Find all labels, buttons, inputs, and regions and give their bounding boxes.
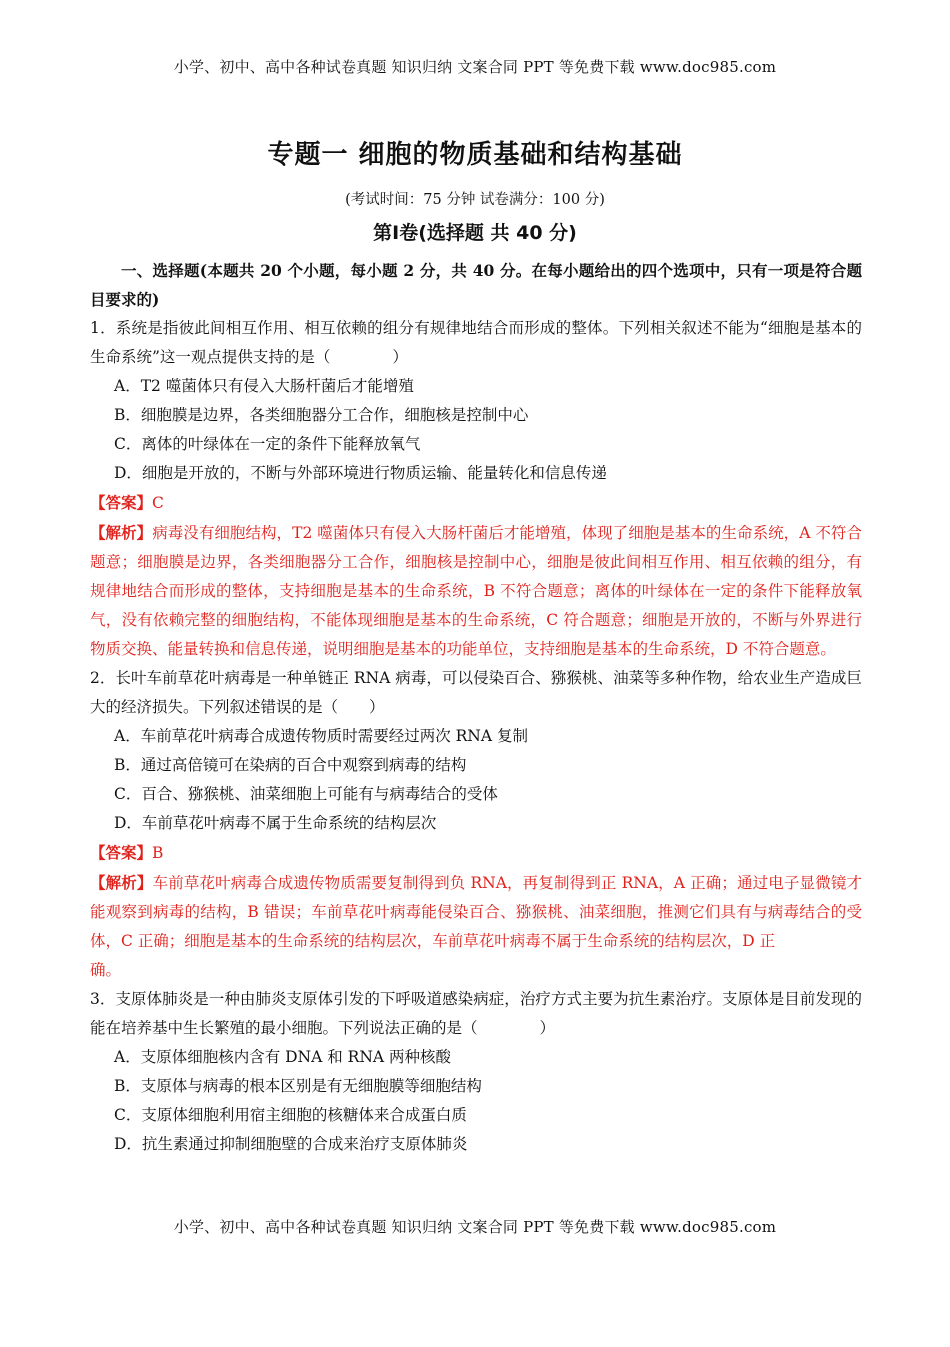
option-a: A．车前草花叶病毒合成遗传物质时需要经过两次 RNA 复制 [114,727,528,745]
option-b: B．支原体与病毒的根本区别是有无细胞膜等细胞结构 [114,1077,482,1095]
analysis-paragraph [90,868,862,956]
answer-label: 【答案】 [90,843,153,862]
exam-info: (考试时间：75 分钟 试卷满分：100 分) [345,192,605,208]
option-c: C．支原体细胞利用宿主细胞的核糖体来合成蛋白质 [114,1106,467,1124]
option-c: C．百合、猕猴桃、油菜细胞上可能有与病毒结合的受体 [114,785,498,803]
option-b: B．通过高倍镜可在染病的百合中观察到病毒的结构 [114,756,467,774]
option-d: D．抗生素通过抑制细胞壁的合成来治疗支原体肺炎 [114,1135,468,1153]
answer-value: B [152,844,164,862]
page-header: 小学、初中、高中各种试卷真题 知识归纳 文案合同 PPT 等免费下载 www.doc985.com [173,58,777,76]
section-instructions: 一、选择题(本题共 20 个小题，每小题 2 分，共 40 分。在每小题给出的四个选项中，只有一项是符合题目要求的) [90,261,862,309]
analysis-text: 车前草花叶病毒合成遗传物质需要复制得到负 RNA，再复制得到正 RNA，A 正确；通过电子显微镜才能观察到病毒的结构，B 错误；车前草花叶病毒能侵染百合、猕猴桃、油菜细胞，推测它们具有与病毒结合的受体，C 正确；细胞是基本的生命系统的结构层次，车前草花叶病毒不属于生命系统的结构层次，D 正 [90,874,862,950]
question-stem: 2．长叶车前草花叶病毒是一种单链正 RNA 病毒，可以侵染百合、猕猴桃、油菜等多种作物，给农业生产造成巨大的经济损失。下列叙述错误的是（ ） [90,669,862,716]
option-a: A．支原体细胞核内含有 DNA 和 RNA 两种核酸 [114,1048,452,1066]
option-a: A．T2 噬菌体只有侵入大肠杆菌后才能增殖 [114,377,414,395]
analysis-paragraph [90,518,862,664]
analysis-label: 【解析】 [90,523,153,542]
answer-value: C [152,494,164,512]
analysis-label: 【解析】 [90,873,153,892]
question-content [90,256,862,1159]
question-stem: 3．支原体肺炎是一种由肺炎支原体引发的下呼吸道感染病症，治疗方式主要为抗生素治疗。支原体是目前发现的能在培养基中生长繁殖的最小细胞。下列说法正确的是（ ） [90,990,862,1037]
page-footer: 小学、初中、高中各种试卷真题 知识归纳 文案合同 PPT 等免费下载 www.doc985.com [173,1218,777,1236]
option-d: D．细胞是开放的，不断与外部环境进行物质运输、能量转化和信息传递 [114,464,607,482]
question-stem: 1．系统是指彼此间相互作用、相互依赖的组分有规律地结合而形成的整体。下列相关叙述不能为“细胞是基本的生命系统”这一观点提供支持的是（ ） [90,319,862,366]
answer-label: 【答案】 [90,493,153,512]
option-c: C．离体的叶绿体在一定的条件下能释放氧气 [114,435,421,453]
answer-line [90,838,862,868]
analysis-text: 病毒没有细胞结构，T2 噬菌体只有侵入大肠杆菌后才能增殖，体现了细胞是基本的生命系统，A 不符合题意；细胞膜是边界，各类细胞器分工合作，细胞核是控制中心，细胞是彼此间相互作用、相互依赖的组分，有规律地结合而形成的整体，支持细胞是基本的生命系统，B 不符合题意；离体的叶绿体在一定的条件下能释放氧气，没有依赖完整的细胞结构，不能体现细胞是基本的生命系统，C 符合题意；细胞是开放的，不断与外界进行物质交换、能量转换和信息传递，说明细胞是基本的功能单位，支持细胞是基本的生命系统，D 不符合题意。 [90,524,862,658]
volume-heading: 第Ⅰ卷(选择题 共 40 分) [373,222,577,244]
option-d: D．车前草花叶病毒不属于生命系统的结构层次 [114,814,437,832]
page-title: 专题一 细胞的物质基础和结构基础 [267,140,683,170]
answer-line [90,488,862,518]
analysis-tail: 确。 [90,961,122,979]
option-b: B．细胞膜是边界，各类细胞器分工合作，细胞核是控制中心 [114,406,529,424]
